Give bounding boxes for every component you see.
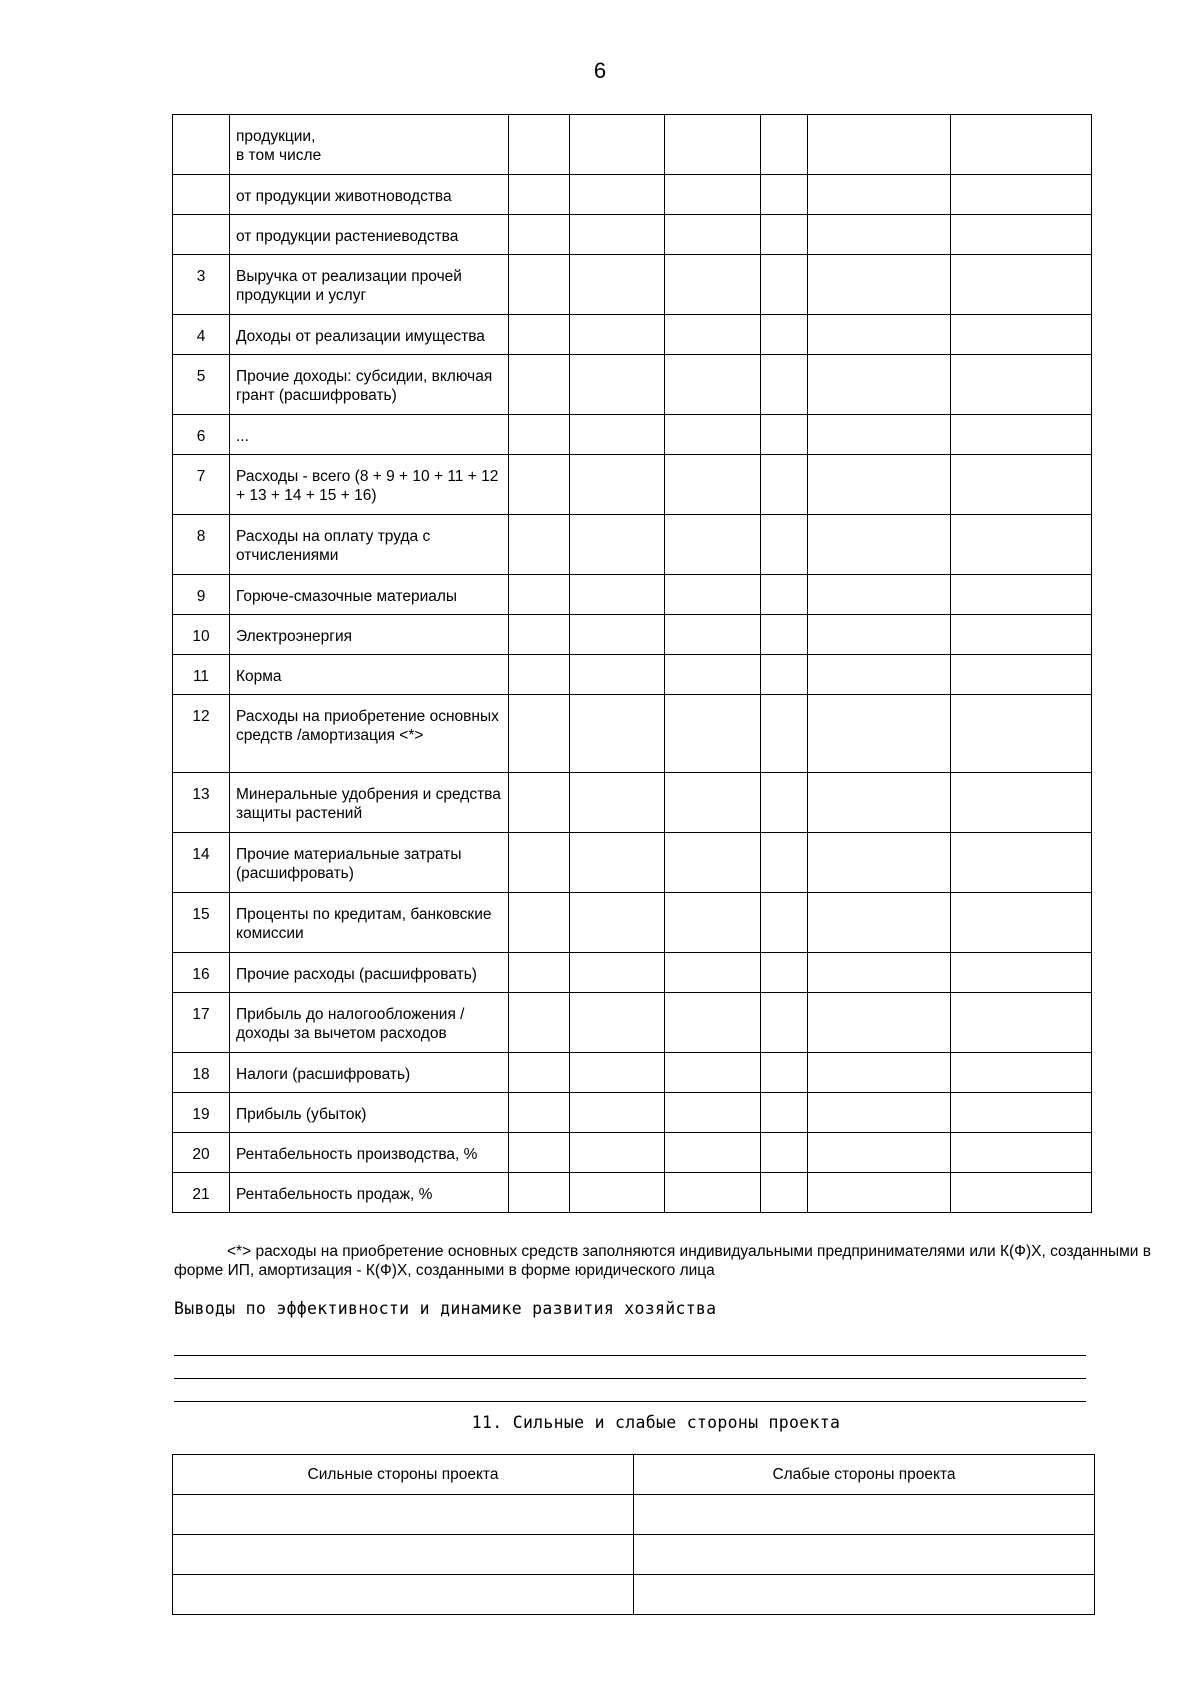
value-cell[interactable] xyxy=(808,575,951,615)
row-number: 7 xyxy=(173,455,230,515)
value-cell[interactable] xyxy=(761,893,808,953)
row-label: Расходы на приобретение основных средств /амортизация <*> xyxy=(230,695,509,773)
value-cell[interactable] xyxy=(570,575,665,615)
value-cell[interactable] xyxy=(665,1173,761,1213)
value-cell[interactable] xyxy=(509,515,570,575)
row-label: Доходы от реализации имущества xyxy=(230,315,509,355)
value-cell[interactable] xyxy=(761,115,808,175)
row-number: 13 xyxy=(173,773,230,833)
table-row xyxy=(173,1133,1092,1173)
value-cell[interactable] xyxy=(570,833,665,893)
value-cell[interactable] xyxy=(761,1093,808,1133)
row-number: 14 xyxy=(173,833,230,893)
row-label: Рентабельность продаж, % xyxy=(230,1173,509,1213)
value-cell[interactable] xyxy=(951,455,1092,515)
value-cell[interactable] xyxy=(951,1173,1092,1213)
weakness-cell[interactable] xyxy=(634,1575,1095,1615)
value-cell[interactable] xyxy=(665,1133,761,1173)
value-cell[interactable] xyxy=(570,773,665,833)
value-cell[interactable] xyxy=(761,175,808,215)
strength-cell[interactable] xyxy=(173,1575,634,1615)
value-cell[interactable] xyxy=(808,215,951,255)
value-cell[interactable] xyxy=(570,415,665,455)
value-cell[interactable] xyxy=(761,515,808,575)
value-cell[interactable] xyxy=(951,255,1092,315)
table-row xyxy=(173,1173,1092,1213)
weaknesses-header: Слабые стороны проекта xyxy=(634,1455,1095,1495)
value-cell[interactable] xyxy=(665,953,761,993)
value-cell[interactable] xyxy=(951,953,1092,993)
value-cell[interactable] xyxy=(761,255,808,315)
row-label: Прочие доходы: субсидии, включая грант (расшифровать) xyxy=(230,355,509,415)
page-number: 6 xyxy=(593,58,607,83)
value-cell[interactable] xyxy=(509,1173,570,1213)
value-cell[interactable] xyxy=(665,315,761,355)
value-cell[interactable] xyxy=(761,355,808,415)
value-cell[interactable] xyxy=(761,575,808,615)
value-cell[interactable] xyxy=(570,115,665,175)
value-cell[interactable] xyxy=(570,1133,665,1173)
value-cell[interactable] xyxy=(665,255,761,315)
value-cell[interactable] xyxy=(509,1053,570,1093)
value-cell[interactable] xyxy=(808,255,951,315)
row-label: Корма xyxy=(230,655,509,695)
value-cell[interactable] xyxy=(761,773,808,833)
section-title: 11. Сильные и слабые стороны проекта xyxy=(471,1413,841,1432)
value-cell[interactable] xyxy=(665,115,761,175)
row-label: ... xyxy=(230,415,509,455)
table-row xyxy=(173,615,1092,655)
conclusions-line-2[interactable] xyxy=(174,1378,1086,1379)
finance-table-body xyxy=(173,115,1092,1213)
value-cell[interactable] xyxy=(665,695,761,773)
value-cell[interactable] xyxy=(951,695,1092,773)
row-label: Прочие расходы (расшифровать) xyxy=(230,953,509,993)
value-cell[interactable] xyxy=(665,615,761,655)
value-cell[interactable] xyxy=(808,893,951,953)
value-cell[interactable] xyxy=(761,1173,808,1213)
value-cell[interactable] xyxy=(808,993,951,1053)
value-cell[interactable] xyxy=(509,833,570,893)
footnote: <*> расходы на приобретение основных средств заполняются индивидуальными предпринимателями или К(Ф)Х, созданными в форме ИП, амортизация - К(Ф)Х, созданными в форме юридического лица xyxy=(174,1243,1151,1279)
value-cell[interactable] xyxy=(808,695,951,773)
conclusions-line-3[interactable] xyxy=(174,1401,1086,1402)
value-cell[interactable] xyxy=(665,893,761,953)
value-cell[interactable] xyxy=(509,215,570,255)
value-cell[interactable] xyxy=(951,415,1092,455)
value-cell[interactable] xyxy=(570,993,665,1053)
table-row xyxy=(173,575,1092,615)
row-label: продукции, в том числе xyxy=(230,115,509,175)
row-number: 19 xyxy=(173,1093,230,1133)
strengths-weaknesses-table xyxy=(172,1454,1095,1615)
value-cell[interactable] xyxy=(665,415,761,455)
table-row xyxy=(173,515,1092,575)
row-label: Электроэнергия xyxy=(230,615,509,655)
table-header-row xyxy=(173,1455,1095,1495)
value-cell[interactable] xyxy=(761,993,808,1053)
row-label: Расходы - всего (8 + 9 + 10 + 11 + 12 + 13 + 14 + 15 + 16) xyxy=(230,455,509,515)
value-cell[interactable] xyxy=(761,455,808,515)
row-number: 5 xyxy=(173,355,230,415)
value-cell[interactable] xyxy=(570,655,665,695)
table-row xyxy=(173,455,1092,515)
value-cell[interactable] xyxy=(951,1053,1092,1093)
table-row xyxy=(173,655,1092,695)
value-cell[interactable] xyxy=(509,175,570,215)
value-cell[interactable] xyxy=(570,515,665,575)
value-cell[interactable] xyxy=(808,1093,951,1133)
value-cell[interactable] xyxy=(509,993,570,1053)
table-row xyxy=(173,1575,1095,1615)
table-row xyxy=(173,893,1092,953)
row-label: Выручка от реализации прочей продукции и услуг xyxy=(230,255,509,315)
value-cell[interactable] xyxy=(570,175,665,215)
value-cell[interactable] xyxy=(951,115,1092,175)
value-cell[interactable] xyxy=(509,315,570,355)
row-label: Горюче-смазочные материалы xyxy=(230,575,509,615)
row-number: 16 xyxy=(173,953,230,993)
value-cell[interactable] xyxy=(761,953,808,993)
value-cell[interactable] xyxy=(570,455,665,515)
row-label: Прибыль до налогообложения / доходы за вычетом расходов xyxy=(230,993,509,1053)
value-cell[interactable] xyxy=(509,455,570,515)
value-cell[interactable] xyxy=(761,655,808,695)
table-row xyxy=(173,315,1092,355)
row-label: Рентабельность производства, % xyxy=(230,1133,509,1173)
conclusions-label: Выводы по эффективности и динамике развития хозяйства xyxy=(174,1299,717,1318)
value-cell[interactable] xyxy=(665,515,761,575)
value-cell[interactable] xyxy=(761,1133,808,1173)
row-number: 15 xyxy=(173,893,230,953)
value-cell[interactable] xyxy=(665,1053,761,1093)
value-cell[interactable] xyxy=(808,833,951,893)
row-number xyxy=(173,175,230,215)
value-cell[interactable] xyxy=(951,315,1092,355)
value-cell[interactable] xyxy=(951,655,1092,695)
row-number: 9 xyxy=(173,575,230,615)
value-cell[interactable] xyxy=(509,255,570,315)
value-cell[interactable] xyxy=(570,893,665,953)
value-cell[interactable] xyxy=(665,1093,761,1133)
strength-cell[interactable] xyxy=(173,1495,634,1535)
row-number: 3 xyxy=(173,255,230,315)
value-cell[interactable] xyxy=(951,615,1092,655)
row-number: 18 xyxy=(173,1053,230,1093)
value-cell[interactable] xyxy=(665,175,761,215)
table-row xyxy=(173,773,1092,833)
table-row xyxy=(173,1495,1095,1535)
value-cell[interactable] xyxy=(761,215,808,255)
value-cell[interactable] xyxy=(808,455,951,515)
value-cell[interactable] xyxy=(509,695,570,773)
value-cell[interactable] xyxy=(509,893,570,953)
value-cell[interactable] xyxy=(570,615,665,655)
row-label: от продукции растениеводства xyxy=(230,215,509,255)
value-cell[interactable] xyxy=(665,355,761,415)
value-cell[interactable] xyxy=(951,893,1092,953)
row-label: от продукции животноводства xyxy=(230,175,509,215)
table-row xyxy=(173,1535,1095,1575)
table-row xyxy=(173,953,1092,993)
value-cell[interactable] xyxy=(570,1173,665,1213)
strengths-header: Сильные стороны проекта xyxy=(173,1455,634,1495)
value-cell[interactable] xyxy=(665,833,761,893)
table-row xyxy=(173,1053,1092,1093)
table-row xyxy=(173,415,1092,455)
value-cell[interactable] xyxy=(509,615,570,655)
row-label: Проценты по кредитам, банковские комиссии xyxy=(230,893,509,953)
row-number xyxy=(173,215,230,255)
value-cell[interactable] xyxy=(761,615,808,655)
value-cell[interactable] xyxy=(761,833,808,893)
value-cell[interactable] xyxy=(951,175,1092,215)
table-row xyxy=(173,115,1092,175)
value-cell[interactable] xyxy=(570,1093,665,1133)
row-label: Расходы на оплату труда с отчислениями xyxy=(230,515,509,575)
table-row xyxy=(173,833,1092,893)
value-cell[interactable] xyxy=(808,1053,951,1093)
strength-cell[interactable] xyxy=(173,1535,634,1575)
row-number: 11 xyxy=(173,655,230,695)
value-cell[interactable] xyxy=(509,655,570,695)
value-cell[interactable] xyxy=(951,1093,1092,1133)
value-cell[interactable] xyxy=(509,115,570,175)
value-cell[interactable] xyxy=(665,655,761,695)
value-cell[interactable] xyxy=(808,515,951,575)
value-cell[interactable] xyxy=(808,953,951,993)
value-cell[interactable] xyxy=(951,575,1092,615)
value-cell[interactable] xyxy=(509,575,570,615)
value-cell[interactable] xyxy=(570,255,665,315)
value-cell[interactable] xyxy=(761,315,808,355)
table-row xyxy=(173,255,1092,315)
row-number: 4 xyxy=(173,315,230,355)
value-cell[interactable] xyxy=(808,655,951,695)
value-cell[interactable] xyxy=(808,1173,951,1213)
value-cell[interactable] xyxy=(951,833,1092,893)
value-cell[interactable] xyxy=(951,993,1092,1053)
value-cell[interactable] xyxy=(761,695,808,773)
value-cell[interactable] xyxy=(509,1093,570,1133)
value-cell[interactable] xyxy=(808,115,951,175)
value-cell[interactable] xyxy=(665,773,761,833)
value-cell[interactable] xyxy=(665,575,761,615)
value-cell[interactable] xyxy=(951,515,1092,575)
value-cell[interactable] xyxy=(808,175,951,215)
value-cell[interactable] xyxy=(570,1053,665,1093)
value-cell[interactable] xyxy=(665,215,761,255)
value-cell[interactable] xyxy=(951,1133,1092,1173)
table-row xyxy=(173,215,1092,255)
value-cell[interactable] xyxy=(570,695,665,773)
value-cell[interactable] xyxy=(951,773,1092,833)
value-cell[interactable] xyxy=(509,1133,570,1173)
table-row xyxy=(173,355,1092,415)
value-cell[interactable] xyxy=(665,993,761,1053)
row-label: Минеральные удобрения и средства защиты растений xyxy=(230,773,509,833)
conclusions-line-1[interactable] xyxy=(174,1355,1086,1356)
value-cell[interactable] xyxy=(665,455,761,515)
row-label: Налоги (расшифровать) xyxy=(230,1053,509,1093)
value-cell[interactable] xyxy=(570,315,665,355)
row-number: 10 xyxy=(173,615,230,655)
table-row xyxy=(173,1093,1092,1133)
row-number: 17 xyxy=(173,993,230,1053)
row-number: 12 xyxy=(173,695,230,773)
value-cell[interactable] xyxy=(570,215,665,255)
value-cell[interactable] xyxy=(509,953,570,993)
value-cell[interactable] xyxy=(509,415,570,455)
value-cell[interactable] xyxy=(808,315,951,355)
value-cell[interactable] xyxy=(509,355,570,415)
finance-table xyxy=(172,114,1092,1213)
table-row xyxy=(173,695,1092,773)
row-number: 8 xyxy=(173,515,230,575)
row-number xyxy=(173,115,230,175)
row-label: Прибыль (убыток) xyxy=(230,1093,509,1133)
value-cell[interactable] xyxy=(570,953,665,993)
weakness-cell[interactable] xyxy=(634,1495,1095,1535)
value-cell[interactable] xyxy=(808,355,951,415)
table-row xyxy=(173,175,1092,215)
weakness-cell[interactable] xyxy=(634,1535,1095,1575)
value-cell[interactable] xyxy=(570,355,665,415)
value-cell[interactable] xyxy=(808,615,951,655)
value-cell[interactable] xyxy=(808,773,951,833)
value-cell[interactable] xyxy=(808,1133,951,1173)
value-cell[interactable] xyxy=(951,215,1092,255)
row-number: 20 xyxy=(173,1133,230,1173)
value-cell[interactable] xyxy=(951,355,1092,415)
row-number: 6 xyxy=(173,415,230,455)
row-label: Прочие материальные затраты (расшифровать) xyxy=(230,833,509,893)
value-cell[interactable] xyxy=(761,415,808,455)
table-row xyxy=(173,993,1092,1053)
value-cell[interactable] xyxy=(808,415,951,455)
value-cell[interactable] xyxy=(761,1053,808,1093)
value-cell[interactable] xyxy=(509,773,570,833)
row-number: 21 xyxy=(173,1173,230,1213)
